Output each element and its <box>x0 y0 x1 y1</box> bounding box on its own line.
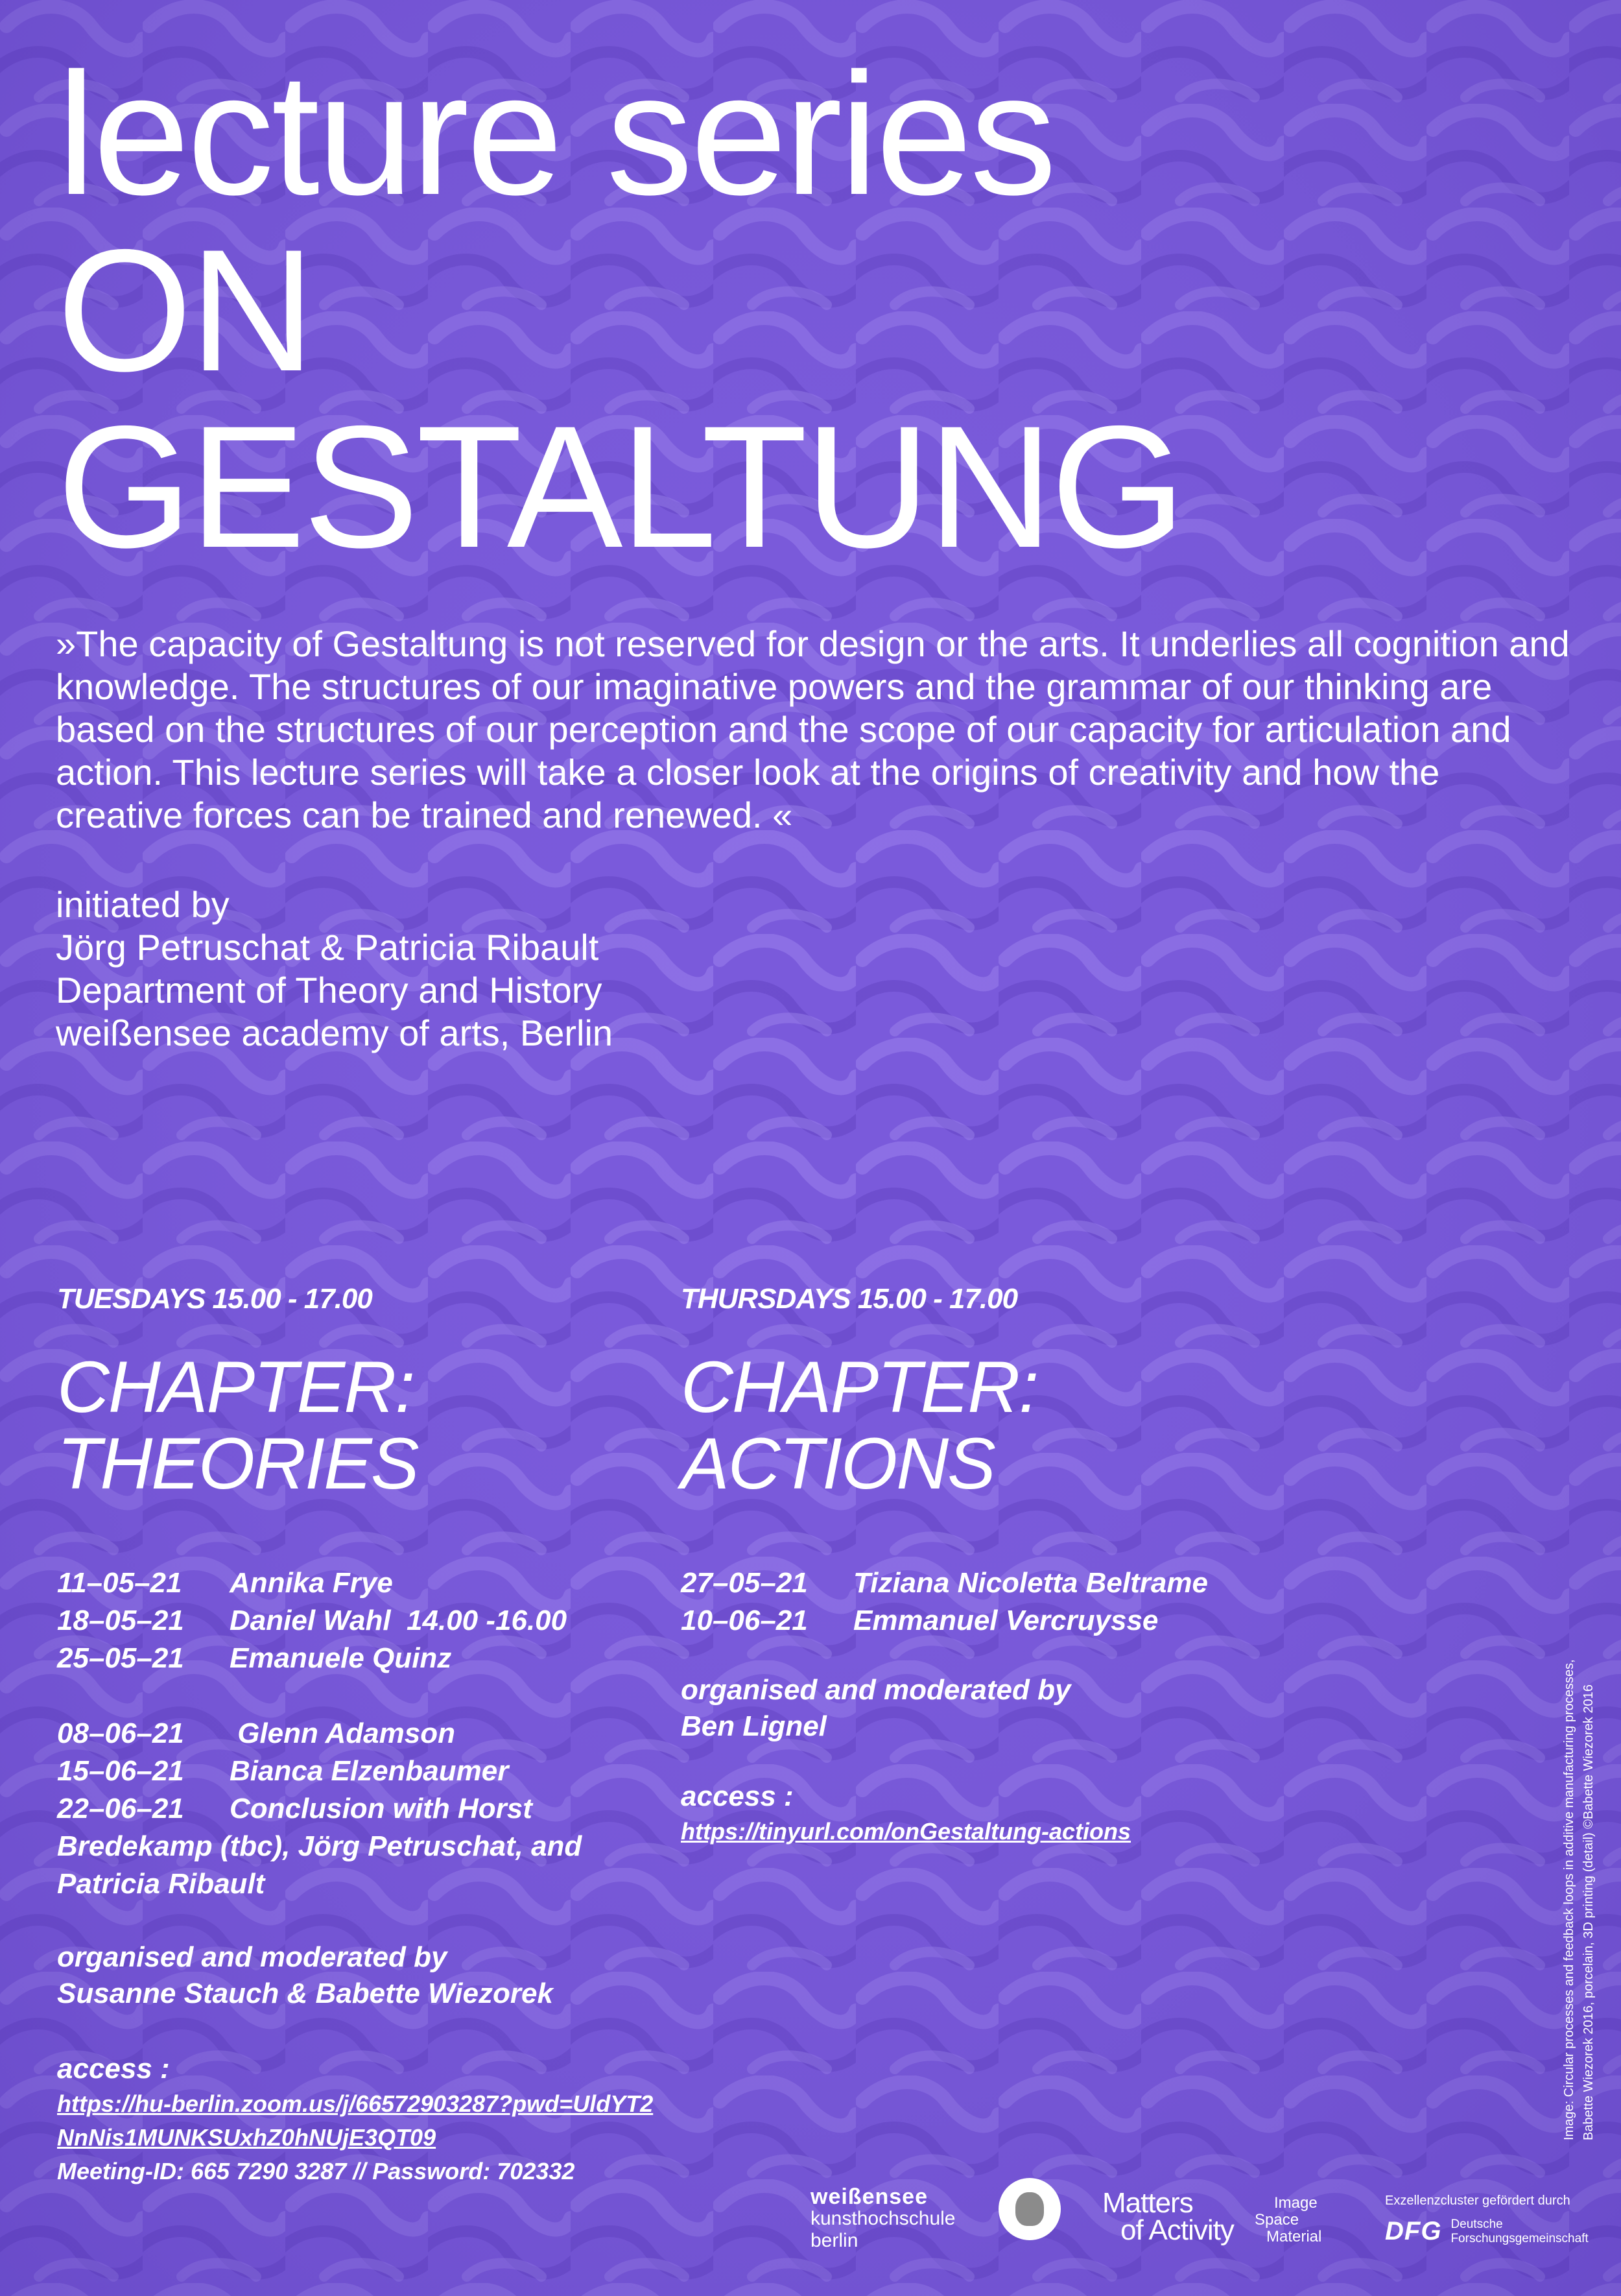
image-space-material-logo <box>1255 2195 1321 2245</box>
lecture-speaker: Tiziana Nicoletta Beltrame <box>853 1567 1208 1599</box>
access-label: access : <box>681 1780 794 1812</box>
lecture-date: 11–05–21 <box>57 1567 182 1599</box>
lecture-date: 22–06–21 <box>57 1793 184 1824</box>
poster-title <box>57 36 1183 584</box>
zoom-link[interactable]: https://hu-berlin.zoom.us/j/66572903287?pwd=UldYT2NnNis1MUNKSUxhZ0hNUjE3QT09 <box>57 2090 654 2151</box>
dfg-mark: DFG <box>1385 2217 1442 2245</box>
list-item <box>57 1790 608 1903</box>
meeting-details: Meeting-ID: 665 7290 3287 // Password: 702332 <box>57 2158 575 2184</box>
ism-line-1: Image <box>1274 2194 1318 2212</box>
weissensee-wordmark: weißensee <box>810 2184 928 2209</box>
weissensee-line-2: kunsthochschule <box>810 2208 956 2229</box>
theories-chapter-heading <box>57 1346 418 1504</box>
organised-label: organised and moderated by <box>681 1674 1071 1706</box>
lecture-date: 27–05–21 <box>681 1567 808 1599</box>
dfg-full-line-2: Forschungsgemeinschaft <box>1450 2231 1589 2245</box>
lecture-speaker: Conclusion with Horst Bredekamp (tbc), Jörg Petruschat, and Patricia Ribault <box>57 1793 582 1900</box>
list-item <box>57 1715 608 1752</box>
caption-line-1: Image: Circular processes and feedback loops in additive manufacturing processes, <box>1562 1659 1576 2140</box>
actions-chapter-heading <box>681 1346 1038 1504</box>
moa-line-1: Matters <box>1102 2187 1193 2219</box>
dfg-logo <box>1385 2192 1589 2246</box>
actions-organisers-block <box>681 1672 1071 1745</box>
list-item <box>681 1564 1208 1602</box>
theories-access-block <box>57 2051 654 2188</box>
organised-label: organised and moderated by <box>57 1941 447 1973</box>
lecture-speaker: Annika Frye <box>230 1567 393 1599</box>
title-line-2: ON <box>57 213 313 407</box>
institution: weißensee academy of arts, Berlin <box>56 1012 613 1053</box>
lecture-speaker: Daniel Wahl 14.00 -16.00 <box>230 1605 567 1636</box>
dfg-funding-note: Exzellenzcluster gefördert durch <box>1385 2194 1570 2208</box>
initiated-label: initiated by <box>56 884 230 925</box>
tinyurl-link[interactable]: https://tinyurl.com/onGestaltung-actions <box>681 1818 1131 1845</box>
title-line-3: GESTALTUNG <box>57 389 1183 584</box>
matters-of-activity-logo <box>1102 2187 1234 2246</box>
theories-day-label: TUESDAYS 15.00 - 17.00 <box>57 1283 372 1315</box>
actions-chapter-line-1: CHAPTER: <box>681 1346 1038 1428</box>
organisers: Ben Lignel <box>681 1710 827 1742</box>
ism-line-3: Material <box>1266 2228 1322 2245</box>
university-seal-icon <box>999 2178 1061 2240</box>
lecture-speaker: Glenn Adamson <box>230 1717 455 1749</box>
weissensee-line-3: berlin <box>810 2230 858 2251</box>
lecture-speaker: Emmanuel Vercruysse <box>853 1605 1159 1636</box>
theories-chapter-line-2: THEORIES <box>57 1423 418 1504</box>
caption-line-2: Babette Wiezorek 2016, porcelain, 3D printing (detail) ©Babette Wiezorek 2016 <box>1581 1684 1596 2140</box>
lecture-date: 18–05–21 <box>57 1605 184 1636</box>
theories-lecture-list <box>57 1564 608 1903</box>
actions-lecture-list <box>681 1564 1208 1640</box>
image-caption <box>1559 1647 1598 2140</box>
dfg-full-name <box>1450 2218 1588 2246</box>
access-label: access : <box>57 2053 170 2085</box>
lecture-date: 15–06–21 <box>57 1755 184 1787</box>
department: Department of Theory and History <box>56 970 602 1010</box>
lecture-date: 08–06–21 <box>57 1717 184 1749</box>
list-item <box>681 1602 1208 1640</box>
lecture-speaker: Bianca Elzenbaumer <box>230 1755 509 1787</box>
list-item <box>57 1640 608 1677</box>
weissensee-logo <box>810 2186 955 2252</box>
title-line-1: lecture series <box>57 36 1054 231</box>
lecture-date: 25–05–21 <box>57 1642 184 1674</box>
initiated-block <box>56 883 613 1055</box>
list-item <box>57 1602 608 1640</box>
dfg-full-line-1: Deutsche <box>1450 2217 1503 2231</box>
theories-chapter-line-1: CHAPTER: <box>57 1346 414 1428</box>
actions-access-block <box>681 1778 1277 1848</box>
actions-chapter-line-2: ACTIONS <box>681 1423 995 1504</box>
lecture-date: 10–06–21 <box>681 1605 808 1636</box>
ism-line-2: Space <box>1255 2211 1299 2229</box>
initiators: Jörg Petruschat & Patricia Ribault <box>56 927 599 968</box>
list-item <box>57 1752 608 1790</box>
theories-organisers-block <box>57 1939 553 2012</box>
actions-day-label: THURSDAYS 15.00 - 17.00 <box>681 1283 1018 1315</box>
lecture-speaker: Emanuele Quinz <box>230 1642 452 1674</box>
list-item <box>57 1564 608 1602</box>
intro-quote: »The capacity of Gestaltung is not reserved for design or the arts. It underlies all cognition and knowledge. The structures of our imaginative powers and the grammar of our thinking are based on the structures of our perception and the scope of our capacity for articulation and action. This lecture series will take a closer look at the origins of creativity and how the creative forces can be trained and renewed. « <box>56 623 1570 835</box>
moa-line-2: of Activity <box>1120 2214 1234 2246</box>
organisers: Susanne Stauch & Babette Wiezorek <box>57 1978 553 2009</box>
